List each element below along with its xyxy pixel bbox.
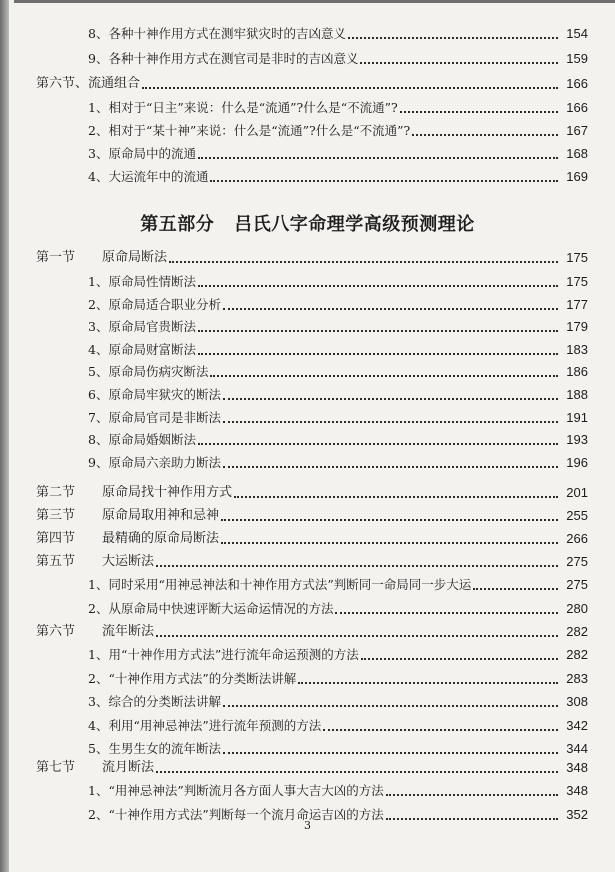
dot-leader bbox=[223, 751, 558, 754]
toc-entry-label: 1、相对于“日主”来说：什么是“流通”?什么是“不流通”? bbox=[88, 100, 398, 115]
toc-entry-page: 186 bbox=[566, 364, 588, 380]
toc-entry-label: 8、原命局婚姻断法 bbox=[88, 432, 196, 448]
toc-section-number: 第七节 bbox=[36, 760, 76, 775]
toc-entry[interactable] bbox=[88, 779, 588, 799]
dot-leader bbox=[400, 110, 558, 113]
part-number: 第五部分 bbox=[140, 214, 215, 235]
dot-leader bbox=[360, 61, 558, 64]
toc-section-number: 第三节 bbox=[36, 508, 76, 523]
toc-entry[interactable] bbox=[88, 47, 588, 67]
toc-entry-page: 154 bbox=[566, 26, 588, 41]
toc-section-heading[interactable] bbox=[36, 504, 588, 524]
toc-section-heading[interactable] bbox=[36, 527, 588, 547]
toc-entry-label: 5、原命局伤病灾断法 bbox=[88, 364, 209, 380]
toc-section-label: 最精确的原命局断法 bbox=[102, 531, 220, 546]
toc-section-number: 第一节 bbox=[36, 250, 76, 265]
toc-section-label: 原命局取用神和忌神 bbox=[102, 508, 220, 523]
toc-entry-page: 282 bbox=[566, 647, 588, 662]
toc-section-label: 大运断法 bbox=[102, 554, 155, 569]
toc-entry[interactable] bbox=[88, 360, 588, 380]
toc-entry-label: 3、综合的分类断法讲解 bbox=[88, 694, 221, 709]
toc-section-number: 第四节 bbox=[36, 531, 76, 546]
toc-entry-page: 169 bbox=[566, 169, 588, 184]
toc-entry-page: 179 bbox=[566, 319, 588, 335]
toc-entry-label: 7、原命局官司是非断法 bbox=[88, 409, 221, 425]
toc-entry-label: 2、“十神作用方式法”判断每一个流月命运吉凶的方法 bbox=[88, 806, 384, 822]
toc-entry[interactable] bbox=[88, 451, 588, 471]
toc-entry-label: 6、原命局牢狱灾的断法 bbox=[88, 387, 221, 402]
dot-leader bbox=[198, 352, 558, 355]
toc-section-page: 166 bbox=[566, 76, 588, 91]
toc-entry[interactable] bbox=[88, 22, 588, 42]
toc-section-heading[interactable] bbox=[36, 550, 588, 570]
toc-entry[interactable] bbox=[88, 690, 588, 710]
dot-leader bbox=[361, 657, 558, 660]
toc-entry-page: 167 bbox=[566, 123, 588, 138]
toc-entry-page: 352 bbox=[566, 806, 588, 822]
toc-entry-label: 1、原命局性情断法 bbox=[88, 274, 196, 289]
toc-entry[interactable] bbox=[88, 293, 588, 313]
dot-leader bbox=[156, 564, 558, 567]
toc-section-page: 255 bbox=[566, 508, 588, 523]
toc-entry-page: 191 bbox=[566, 409, 588, 425]
dot-leader bbox=[234, 495, 558, 498]
toc-entry[interactable] bbox=[88, 165, 588, 185]
page-number: 3 bbox=[304, 819, 311, 832]
toc-section-label: 流年断法 bbox=[102, 624, 155, 639]
toc-section-heading[interactable] bbox=[36, 246, 588, 266]
dot-leader bbox=[210, 179, 558, 182]
toc-entry-page: 342 bbox=[566, 717, 588, 733]
toc-entry-page: 168 bbox=[566, 146, 588, 161]
toc-entry-page: 183 bbox=[566, 341, 588, 357]
toc-section-page: 282 bbox=[566, 624, 588, 639]
toc-entry[interactable] bbox=[88, 270, 588, 290]
toc-entry-label: 3、原命局中的流通 bbox=[88, 146, 196, 161]
toc-entry-label: 9、原命局六亲助力断法 bbox=[88, 454, 221, 470]
dot-leader bbox=[221, 541, 558, 544]
toc-section-label: 原命局找十神作用方式 bbox=[102, 485, 233, 500]
toc-entry-label: 1、用“十神作用方式法”进行流年命运预测的方法 bbox=[88, 647, 359, 662]
toc-entry-page: 159 bbox=[566, 51, 588, 66]
toc-section-number: 第二节 bbox=[36, 485, 76, 500]
dot-leader bbox=[156, 770, 558, 773]
toc-entry[interactable] bbox=[88, 643, 588, 663]
dot-leader bbox=[386, 793, 558, 796]
toc-section-number: 第五节 bbox=[36, 554, 76, 569]
toc-entry[interactable] bbox=[88, 338, 588, 358]
toc-entry[interactable] bbox=[88, 315, 588, 335]
toc-entry[interactable] bbox=[88, 96, 588, 116]
toc-section-heading[interactable] bbox=[36, 72, 588, 92]
dot-leader bbox=[348, 36, 558, 39]
dot-leader bbox=[210, 374, 558, 377]
part-title: 吕氏八字命理学高级预测理论 bbox=[234, 214, 475, 235]
toc-entry-page: 166 bbox=[566, 100, 588, 115]
dot-leader bbox=[223, 420, 558, 423]
toc-entry-label: 2、从原命局中快速评断大运命运情况的方法 bbox=[88, 600, 334, 616]
dot-leader bbox=[198, 329, 558, 332]
toc-entry-label: 2、原命局适合职业分析 bbox=[88, 296, 221, 312]
toc-entry-page: 280 bbox=[566, 600, 588, 616]
toc-section-label: 流月断法 bbox=[102, 760, 155, 775]
toc-entry-page: 308 bbox=[566, 694, 588, 709]
toc-entry[interactable] bbox=[88, 573, 588, 593]
toc-entry[interactable] bbox=[88, 667, 588, 687]
toc-section-page: 175 bbox=[566, 250, 588, 265]
dot-leader bbox=[142, 86, 558, 89]
dot-leader bbox=[223, 307, 558, 310]
toc-entry[interactable] bbox=[88, 142, 588, 162]
toc-entry-label: 4、大运流年中的流通 bbox=[88, 169, 209, 184]
toc-entry-page: 193 bbox=[566, 432, 588, 448]
dot-leader bbox=[223, 397, 558, 400]
dot-leader bbox=[298, 681, 558, 684]
toc-entry-label: 1、“用神忌神法”判断流月各方面人事大吉大凶的方法 bbox=[88, 783, 384, 798]
dot-leader bbox=[335, 611, 558, 614]
toc-entry[interactable] bbox=[88, 597, 588, 617]
part-heading bbox=[0, 210, 615, 236]
toc-entry-page: 188 bbox=[566, 387, 588, 402]
toc-section-label: 原命局断法 bbox=[102, 250, 168, 265]
toc-entry[interactable] bbox=[88, 428, 588, 448]
toc-entry-page: 175 bbox=[566, 274, 588, 289]
toc-entry[interactable] bbox=[88, 406, 588, 426]
toc-entry-label: 4、原命局财富断法 bbox=[88, 341, 196, 357]
toc-entry-label: 2、相对于“某十神”来说：什么是“流通”?什么是“不流通”? bbox=[88, 123, 411, 138]
toc-section-page: 275 bbox=[566, 554, 588, 569]
dot-leader bbox=[198, 156, 558, 159]
toc-section-heading[interactable] bbox=[36, 756, 588, 776]
dot-leader bbox=[223, 465, 558, 468]
dot-leader bbox=[223, 704, 558, 707]
toc-entry-label: 5、生男生女的流年断法 bbox=[88, 741, 221, 756]
dot-leader bbox=[473, 587, 558, 590]
toc-entry-page: 196 bbox=[566, 454, 588, 470]
dot-leader bbox=[169, 260, 558, 263]
dot-leader bbox=[412, 133, 558, 136]
toc-section-label: 第六节、流通组合 bbox=[36, 76, 141, 91]
toc-entry[interactable] bbox=[88, 119, 588, 139]
toc-section-heading[interactable] bbox=[36, 620, 588, 640]
dot-leader bbox=[323, 728, 558, 731]
toc-entry[interactable] bbox=[88, 737, 588, 757]
toc-entry-page: 283 bbox=[566, 670, 588, 686]
toc-section-heading[interactable] bbox=[36, 481, 588, 501]
toc-entry-label: 4、利用“用神忌神法”进行流年预测的方法 bbox=[88, 717, 322, 733]
toc-entry-page: 177 bbox=[566, 296, 588, 312]
toc-entry[interactable] bbox=[88, 714, 588, 734]
toc-entry-label: 8、各种十神作用方式在测牢狱灾时的吉凶意义 bbox=[88, 26, 346, 41]
toc-entry[interactable] bbox=[88, 383, 588, 403]
toc-section-number: 第六节 bbox=[36, 624, 76, 639]
toc-entry-label: 9、各种十神作用方式在测官司是非时的吉凶意义 bbox=[88, 51, 359, 66]
toc-entry-label: 3、原命局官贵断法 bbox=[88, 319, 196, 335]
toc-section-page: 201 bbox=[566, 485, 588, 500]
toc-section-page: 348 bbox=[566, 760, 588, 775]
dot-leader bbox=[156, 634, 558, 637]
toc-entry-label: 2、“十神作用方式法”的分类断法讲解 bbox=[88, 670, 297, 686]
toc-section-page: 266 bbox=[566, 531, 588, 546]
toc-entry-page: 344 bbox=[566, 741, 588, 756]
dot-leader bbox=[198, 442, 558, 445]
toc-entry-label: 1、同时采用“用神忌神法和十神作用方式法”判断同一命局同一步大运 bbox=[88, 577, 472, 592]
dot-leader bbox=[198, 284, 558, 287]
toc-entry-page: 275 bbox=[566, 577, 588, 592]
dot-leader bbox=[221, 518, 558, 521]
toc-entry-page: 348 bbox=[566, 783, 588, 798]
